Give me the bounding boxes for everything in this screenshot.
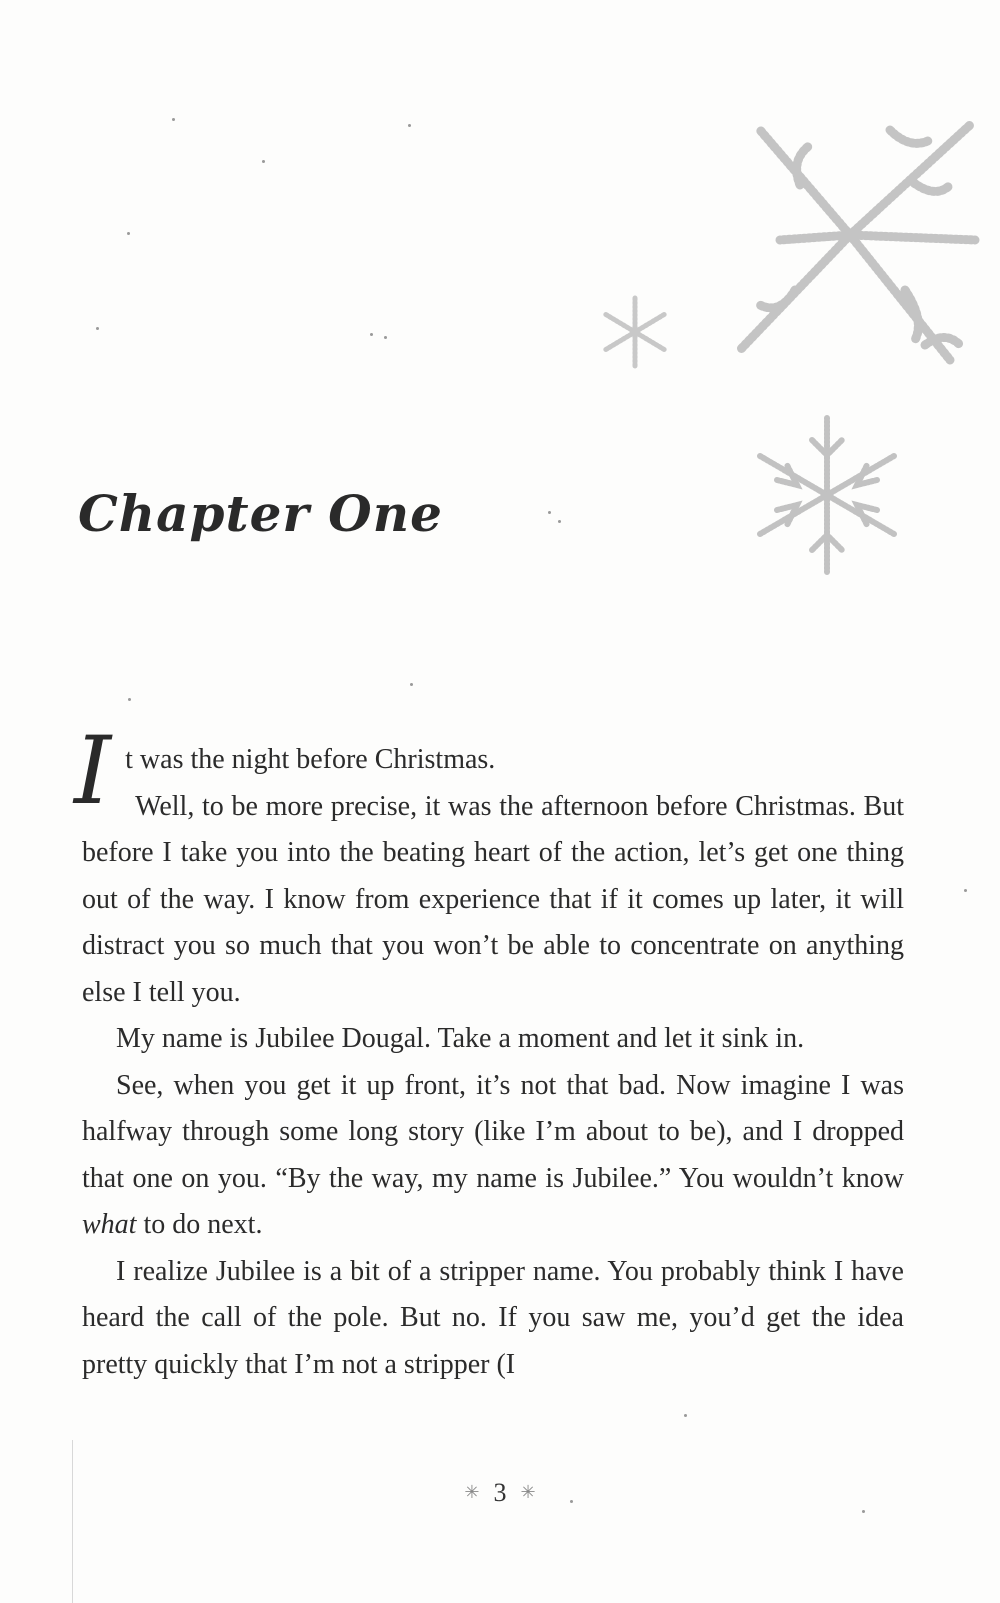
paragraph-4: I realize Jubilee is a bit of a stripper name. You probably think I have heard the call of the pole. But no. If you saw me, you’d get the idea pretty quickly that I’m not a stripper (I: [82, 1255, 904, 1380]
snowflake-icon: [720, 90, 980, 380]
snowflake-icon: [590, 292, 680, 372]
page-edge-line: [72, 1440, 73, 1603]
snowflake-icon: [742, 410, 912, 580]
paragraph-3: [82, 1063, 904, 1249]
drop-cap: I: [74, 717, 112, 826]
chapter-title: Chapter One: [78, 483, 443, 543]
snowflake-icon: ✳: [520, 1482, 536, 1502]
page-footer: [0, 1478, 1000, 1508]
paragraph-1-text: Well, to be more precise, it was the afternoon before Christmas. But before I take you into the beating heart of the action, let’s get one thing out of the way. I know from experience that if it comes up later, it will distract you so much that you won’t be able to concentrate on anything else I tell you.: [82, 790, 904, 1008]
paragraph-2: My name is Jubilee Dougal. Take a moment and let it sink in.: [116, 1023, 805, 1054]
snowflake-icon: ✳: [464, 1482, 480, 1502]
page-number: 3: [493, 1478, 507, 1507]
emphasis-text: what: [82, 1209, 137, 1240]
paragraph-3-end: to do next.: [136, 1209, 263, 1240]
opening-line: t was the night before Christmas.: [125, 744, 496, 775]
paragraph-3-text: See, when you get it up front, it’s not that bad. Now imagine I was halfway through some long story (like I’m about to be), and I dropped that one on you. “By the way, my name is Jubilee.” You wouldn’t know: [82, 1069, 904, 1194]
paragraph-1: [74, 717, 904, 1016]
chapter-body: [74, 717, 904, 1388]
